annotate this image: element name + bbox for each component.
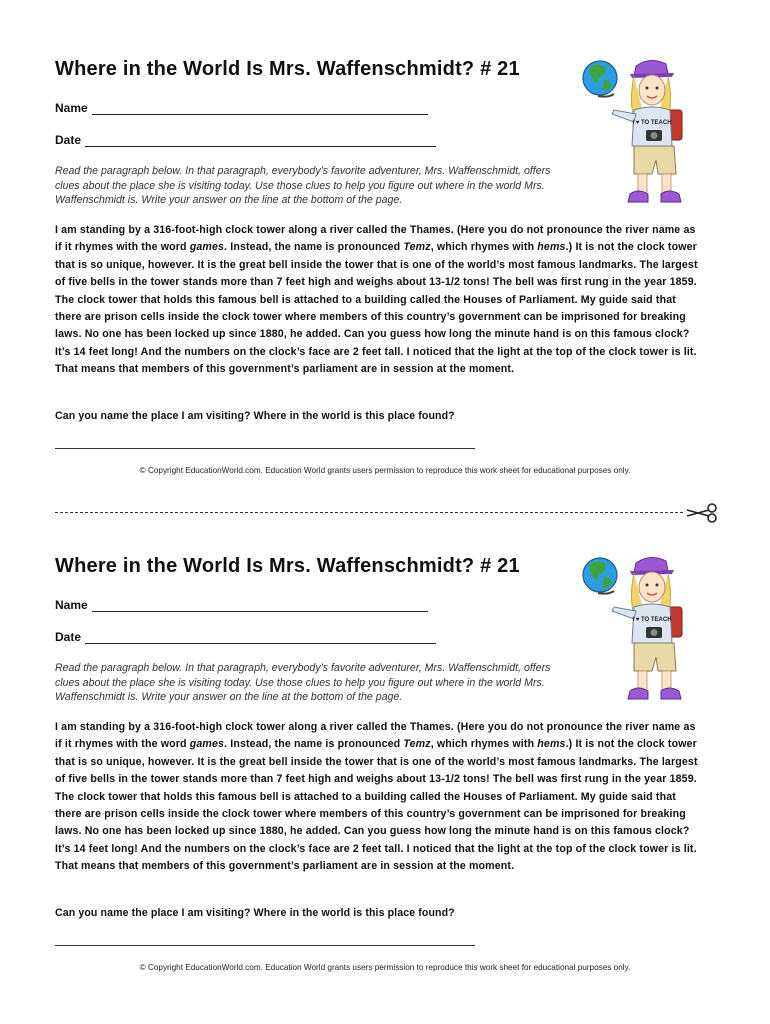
story-emphasis: games (189, 738, 225, 751)
teacher-traveler-with-globe-illustration (578, 549, 690, 714)
instructions-paragraph: Read the paragraph below. In that paragraph, everybody’s favorite adventurer, Mrs. Waffenschmidt, offers clues about the place she is visiting today. Use those clues to help you figure out where in the world Mrs. Waffenschmidt is. Write your answer on the line at the bottom of the page. (55, 662, 551, 703)
story-emphasis: games (189, 241, 225, 254)
date-label: Date (55, 133, 82, 147)
copyright-notice: © Copyright EducationWorld.com. Education World grants users permission to reproduce this work sheet for educational purposes only. (139, 466, 631, 475)
name-label: Name (55, 101, 88, 115)
worksheet-title: Where in the World Is Mrs. Waffenschmidt? # 21 (55, 58, 520, 80)
teacher-traveler-with-globe-illustration (578, 52, 690, 217)
worksheet-bottom (0, 497, 770, 997)
name-field[interactable] (55, 598, 428, 612)
name-field[interactable] (55, 101, 428, 115)
shirt-text: I ♥ TO TEACH (632, 120, 672, 126)
date-line[interactable] (85, 631, 436, 644)
story-emphasis: hems (537, 738, 566, 751)
story-text: . Instead, the name is pronounced (224, 241, 404, 254)
story-text: .) It is not the clock tower that is so unique, however. It is the great bell inside the tower that is one of the world’s most famous landmarks. The largest of five bells in the tower stands more than 7 feet high and weighs about 13-1/2 tons! The bell was first rung in the year 1859. The clock tower that holds this famous bell is attached to a building called the Houses of Parliament. My guide said that there are prison cells inside the clock tower where members of this country’s government can be imprisoned for breaking laws. No one has been locked up since 1880, he added. Can you guess how long the minute hand is on this famous clock? It’s 14 feet long! And the numbers on the clock’s face are 2 feet tall. I noticed that the light at the top of the clock tower is lit. That means that members of this government’s parliament are in session at the moment. (55, 241, 698, 376)
answer-line[interactable] (55, 945, 475, 946)
story-text: , which rhymes with (430, 738, 538, 751)
date-line[interactable] (85, 134, 436, 147)
story-text: I am standing by a 316-foot-high clock tower along a river called the Thames. (Here you do not pronounce the river name as if it rhymes with the word (55, 721, 696, 751)
question: Can you name the place I am visiting? Where in the world is this place found? (55, 410, 455, 422)
name-line[interactable] (92, 102, 428, 115)
date-field[interactable] (55, 133, 436, 147)
story-text: .) It is not the clock tower that is so unique, however. It is the great bell inside the tower that is one of the world’s most famous landmarks. The largest of five bells in the tower stands more than 7 feet high and weighs about 13-1/2 tons! The bell was first rung in the year 1859. The clock tower that holds this famous bell is attached to a building called the Houses of Parliament. My guide said that there are prison cells inside the clock tower where members of this country’s government can be imprisoned for breaking laws. No one has been locked up since 1880, he added. Can you guess how long the minute hand is on this famous clock? It’s 14 feet long! And the numbers on the clock’s face are 2 feet tall. I noticed that the light at the top of the clock tower is lit. That means that members of this government’s parliament are in session at the moment. (55, 738, 698, 873)
story-text: . Instead, the name is pronounced (224, 738, 404, 751)
clue-paragraph (55, 719, 705, 876)
story-text: , which rhymes with (430, 241, 538, 254)
shirt-text: I ♥ TO TEACH (632, 617, 672, 623)
story-text: I am standing by a 316-foot-high clock tower along a river called the Thames. (Here you do not pronounce the river name as if it rhymes with the word (55, 224, 696, 254)
question: Can you name the place I am visiting? Where in the world is this place found? (55, 907, 455, 919)
name-line[interactable] (92, 599, 428, 612)
name-label: Name (55, 598, 88, 612)
clue-paragraph (55, 222, 705, 379)
worksheet-top (0, 0, 770, 500)
instructions-paragraph: Read the paragraph below. In that paragraph, everybody’s favorite adventurer, Mrs. Waffenschmidt, offers clues about the place she is visiting today. Use those clues to help you figure out where in the world Mrs. Waffenschmidt is. Write your answer on the line at the bottom of the page. (55, 165, 551, 206)
answer-line[interactable] (55, 448, 475, 449)
story-emphasis: Temz (403, 241, 431, 254)
story-emphasis: hems (537, 241, 566, 254)
date-field[interactable] (55, 630, 436, 644)
copyright-notice: © Copyright EducationWorld.com. Education World grants users permission to reproduce this work sheet for educational purposes only. (139, 963, 631, 972)
story-emphasis: Temz (403, 738, 431, 751)
worksheet-title: Where in the World Is Mrs. Waffenschmidt? # 21 (55, 555, 520, 577)
date-label: Date (55, 630, 82, 644)
